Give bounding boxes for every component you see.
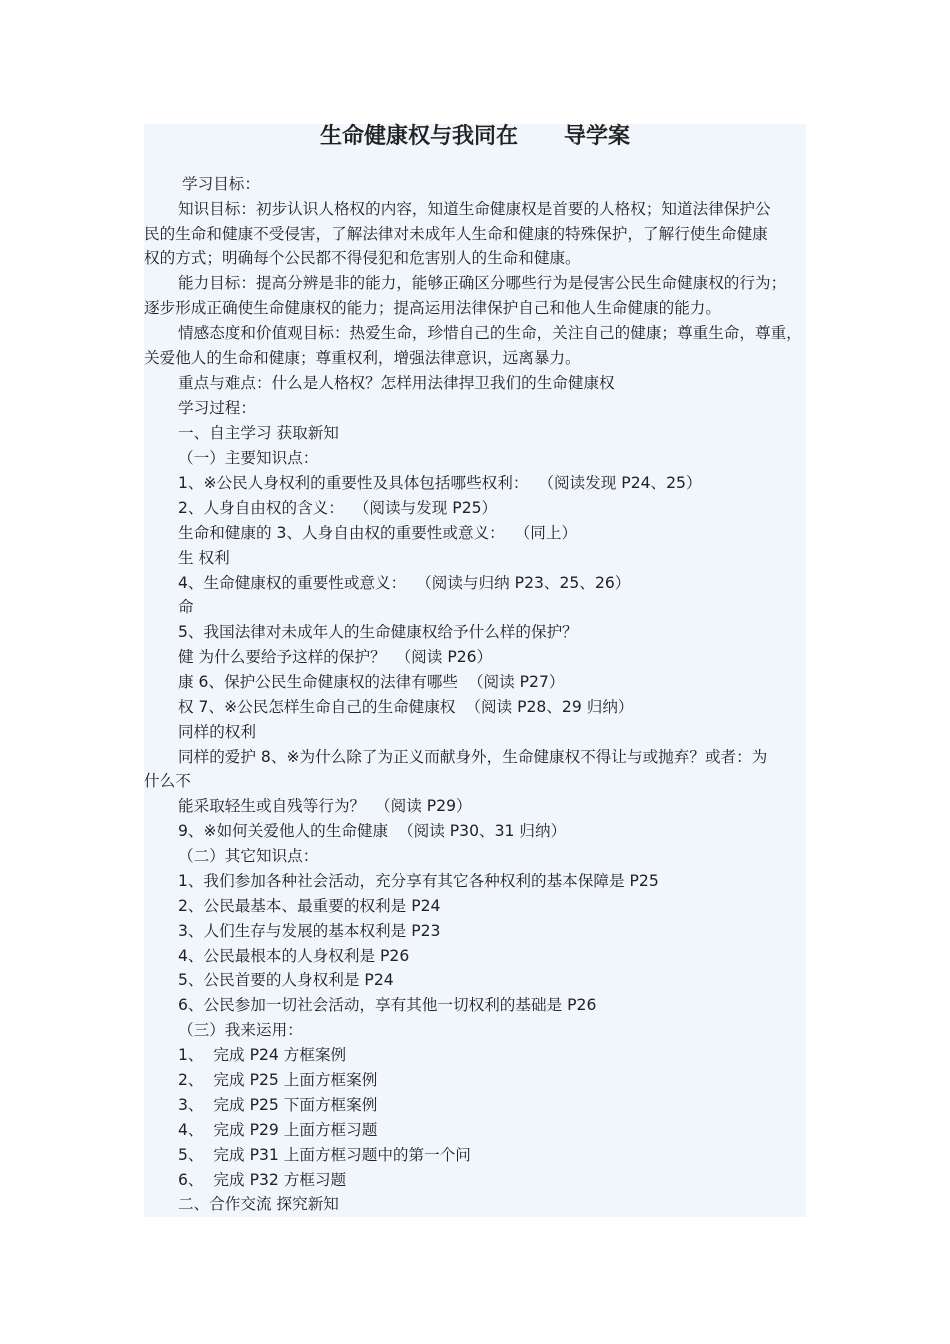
paragraph-line: 学习目标： [182,175,260,193]
paragraph-line: 学习过程： [178,399,256,417]
list-item: 2、公民最基本、最重要的权利是 P24 [178,897,441,915]
paragraph-line: 关爱他人的生命和健康；尊重权利，增强法律意识，远离暴力。 [144,349,581,367]
list-item: 1、我们参加各种社会活动，充分享有其它各种权利的基本保障是 P25 [178,872,659,890]
list-item: 2、 完成 P25 上面方框案例 [178,1071,378,1089]
list-item: 生命和健康的 3、人身自由权的重要性或意义： （同上） [178,524,578,542]
paragraph-line: 民的生命和健康不受侵害，了解法律对未成年人生命和健康的特殊保护，了解行使生命健康 [144,225,768,243]
list-item: 1、※公民人身权利的重要性及具体包括哪些权利： （阅读发现 P24、25） [178,474,702,492]
subsection-heading: （三）我来运用： [178,1021,303,1039]
list-item: 4、公民最根本的人身权利是 P26 [178,947,410,965]
list-item: 1、 完成 P24 方框案例 [178,1046,347,1064]
section-heading: 二、合作交流 探究新知 [178,1195,339,1213]
paragraph-line: 知识目标：初步认识人格权的内容，知道生命健康权是首要的人格权；知道法律保护公 [178,200,771,218]
paragraph-line: 什么不 [144,772,191,790]
list-item: 3、 完成 P25 下面方框案例 [178,1096,378,1114]
paragraph-line: 权的方式；明确每个公民都不得侵犯和危害别人的生命和健康。 [144,249,581,267]
list-item: 3、人们生存与发展的基本权利是 P23 [178,922,441,940]
list-item: 4、生命健康权的重要性或意义： （阅读与归纳 P23、25、26） [178,574,631,592]
paragraph-line: 生 权利 [178,549,230,567]
paragraph-line: 情感态度和价值观目标：热爱生命，珍惜自己的生命，关注自己的健康；尊重生命，尊重， [178,324,802,342]
list-item: 4、 完成 P29 上面方框习题 [178,1121,378,1139]
paragraph-line: 同样的权利 [178,723,256,741]
section-heading: 一、自主学习 获取新知 [178,424,339,442]
paragraph-line: 命 [178,598,194,616]
list-item: 5、公民首要的人身权利是 P24 [178,971,394,989]
list-item: 权 7、※公民怎样生命自己的生命健康权 （阅读 P28、29 归纳） [178,698,634,716]
list-item: 5、 完成 P31 上面方框习题中的第一个问 [178,1146,471,1164]
list-item: 6、公民参加一切社会活动，享有其他一切权利的基础是 P26 [178,996,597,1014]
paragraph-line: 能力目标：提高分辨是非的能力，能够正确区分哪些行为是侵害公民生命健康权的行为； [178,274,787,292]
paragraph-line: 能采取轻生或自残等行为？ （阅读 P29） [178,797,472,815]
list-item: 康 6、保护公民生命健康权的法律有哪些 （阅读 P27） [178,673,565,691]
list-item: 6、 完成 P32 方框习题 [178,1171,347,1189]
subsection-heading: （一）主要知识点： [178,449,319,467]
list-item: 同样的爱护 8、※为什么除了为正义而献身外，生命健康权不得让与或抛弃？或者：为 [178,748,768,766]
list-item: 5、我国法律对未成年人的生命健康权给予什么样的保护？ [178,623,578,641]
list-item: 9、※如何关爱他人的生命健康 （阅读 P30、31 归纳） [178,822,567,840]
document-title: 生命健康权与我同在 导学案 [320,124,630,149]
list-item: 2、人身自由权的含义： （阅读与发现 P25） [178,499,498,517]
subsection-heading: （二）其它知识点： [178,847,319,865]
paragraph-line: 逐步形成正确使生命健康权的能力；提高运用法律保护自己和他人生命健康的能力。 [144,299,721,317]
paragraph-line: 健 为什么要给予这样的保护？ （阅读 P26） [178,648,493,666]
paragraph-line: 重点与难点：什么是人格权？怎样用法律捍卫我们的生命健康权 [178,374,615,392]
